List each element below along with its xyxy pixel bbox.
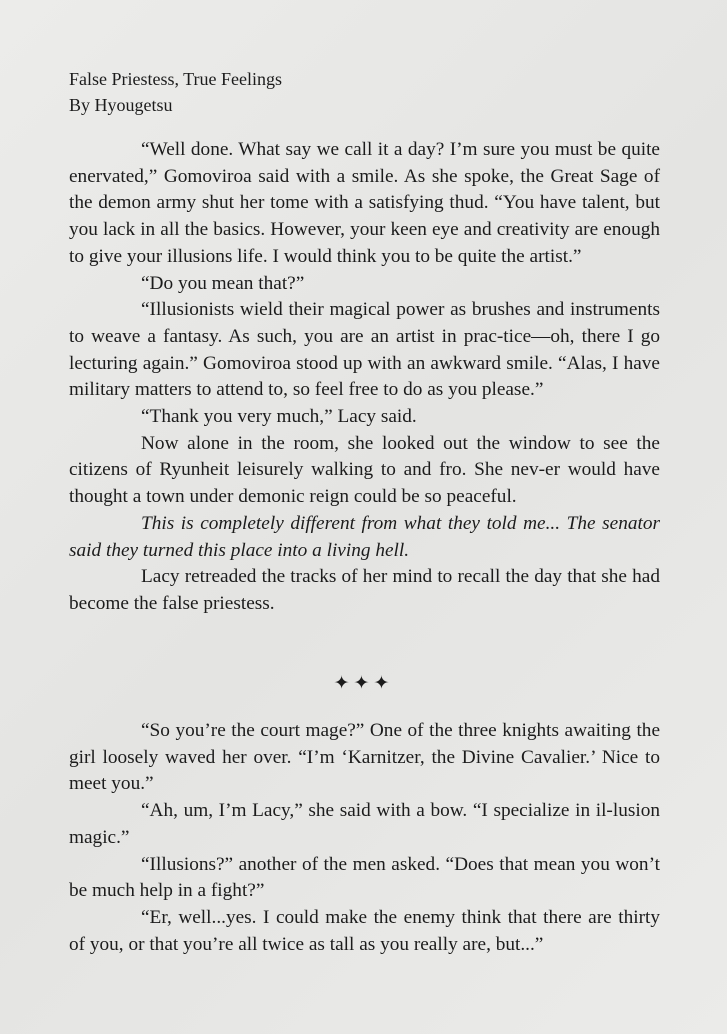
paragraph: Now alone in the room, she looked out the window to see the citizens of Ryunheit leisurely walking to and fro. She nev-er would have thought a town under demonic reign could be so peaceful. — [69, 432, 660, 508]
chapter-header — [69, 66, 282, 118]
paragraph: “Thank you very much,” Lacy said. — [141, 406, 417, 428]
story-title: False Priestess, True Feelings — [69, 69, 283, 89]
inner-thought-paragraph: This is completely different from what they told me... The senator said they turned this place into a living hell. — [69, 512, 660, 561]
paragraph: “Do you mean that?” — [141, 272, 305, 294]
scene-break-separator: ✦✦✦ — [333, 673, 394, 694]
paragraph: “Er, well...yes. I could make the enemy think that there are thirty of you, or that you’re all twice as tall as you really are, but...” — [69, 906, 660, 955]
story-body-part-1 — [69, 137, 660, 618]
paragraph: Lacy retreaded the tracks of her mind to recall the day that she had become the false priestess. — [69, 566, 660, 614]
paragraph: “Well done. What say we call it a day? I’m sure you must be quite enervated,” Gomoviroa said with a smile. As she spoke, the Great Sage of the demon army shut her tome with a satisfying thud. “You have talent, but you lack in all the basics. However, your keen eye and creativity are enough to give your illusions life. I would think you to be quite the artist.” — [69, 139, 660, 267]
story-body-part-2 — [69, 718, 660, 958]
paragraph: “Ah, um, I’m Lacy,” she said with a bow. “I specialize in il-lusion magic.” — [69, 800, 660, 848]
paragraph: “So you’re the court mage?” One of the three knights awaiting the girl loosely waved her over. “I’m ‘Karnitzer, the Divine Cavalier.’ Nice to meet you.” — [69, 720, 660, 795]
paragraph: “Illusionists wield their magical power as brushes and instruments to weave a fantasy. As such, you are an artist in prac-tice—oh, there I go lecturing again.” Gomoviroa stood up with an awkward smile. “Alas, I have military matters to attend to, so feel free to do as you please.” — [69, 299, 660, 401]
author-byline: By Hyougetsu — [69, 95, 173, 115]
paragraph: “Illusions?” another of the men asked. “Does that mean you won’t be much help in a fight?” — [69, 853, 660, 902]
